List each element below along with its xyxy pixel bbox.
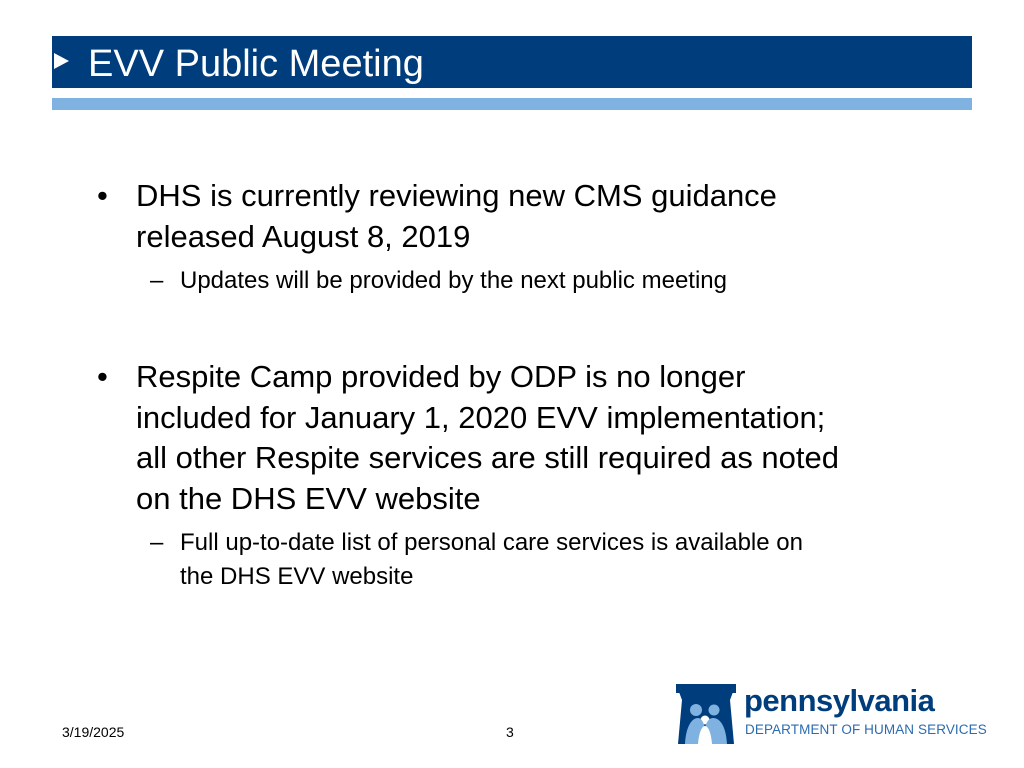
- keystone-family-icon: [672, 680, 740, 748]
- sub-bullet-marker: –: [150, 529, 164, 556]
- logo-wordmark: pennsylvania: [744, 683, 935, 718]
- bullet-2-line-3: all other Respite services are still required as noted: [136, 440, 840, 475]
- bullet-2-sub-line-1: Full up-to-date list of personal care services is available on: [180, 529, 803, 556]
- bullet-marker: •: [97, 359, 108, 394]
- title-arrow-icon: [54, 53, 69, 69]
- slide-title: EVV Public Meeting: [88, 43, 424, 85]
- footer-date: 3/19/2025: [62, 724, 125, 740]
- pa-dhs-logo: [672, 680, 987, 748]
- logo-department: DEPARTMENT OF HUMAN SERVICES: [745, 722, 987, 737]
- bullet-2-line-4: on the DHS EVV website: [136, 480, 481, 516]
- bullet-2-line-2: included for January 1, 2020 EVV implementation;: [136, 399, 826, 435]
- bullet-1-sub-line-1: Updates will be provided by the next public meeting: [180, 267, 727, 294]
- title-underline: [52, 98, 972, 110]
- page-number: 3: [506, 724, 514, 740]
- bullet-2-sub-line-2: the DHS EVV website: [180, 563, 414, 590]
- bullet-1: [136, 176, 936, 257]
- bullet-1-sub-1: [180, 264, 940, 298]
- bullet-2-sub-1: [180, 526, 940, 594]
- sub-bullet-marker: –: [150, 267, 164, 294]
- bullet-1-line-2: released August 8, 2019: [136, 218, 471, 254]
- bullet-1-line-1: DHS is currently reviewing new CMS guidance: [136, 178, 777, 213]
- bullet-2: [136, 357, 936, 519]
- bullet-2-line-1: Respite Camp provided by ODP is no longer: [136, 359, 746, 394]
- bullet-marker: •: [97, 178, 108, 213]
